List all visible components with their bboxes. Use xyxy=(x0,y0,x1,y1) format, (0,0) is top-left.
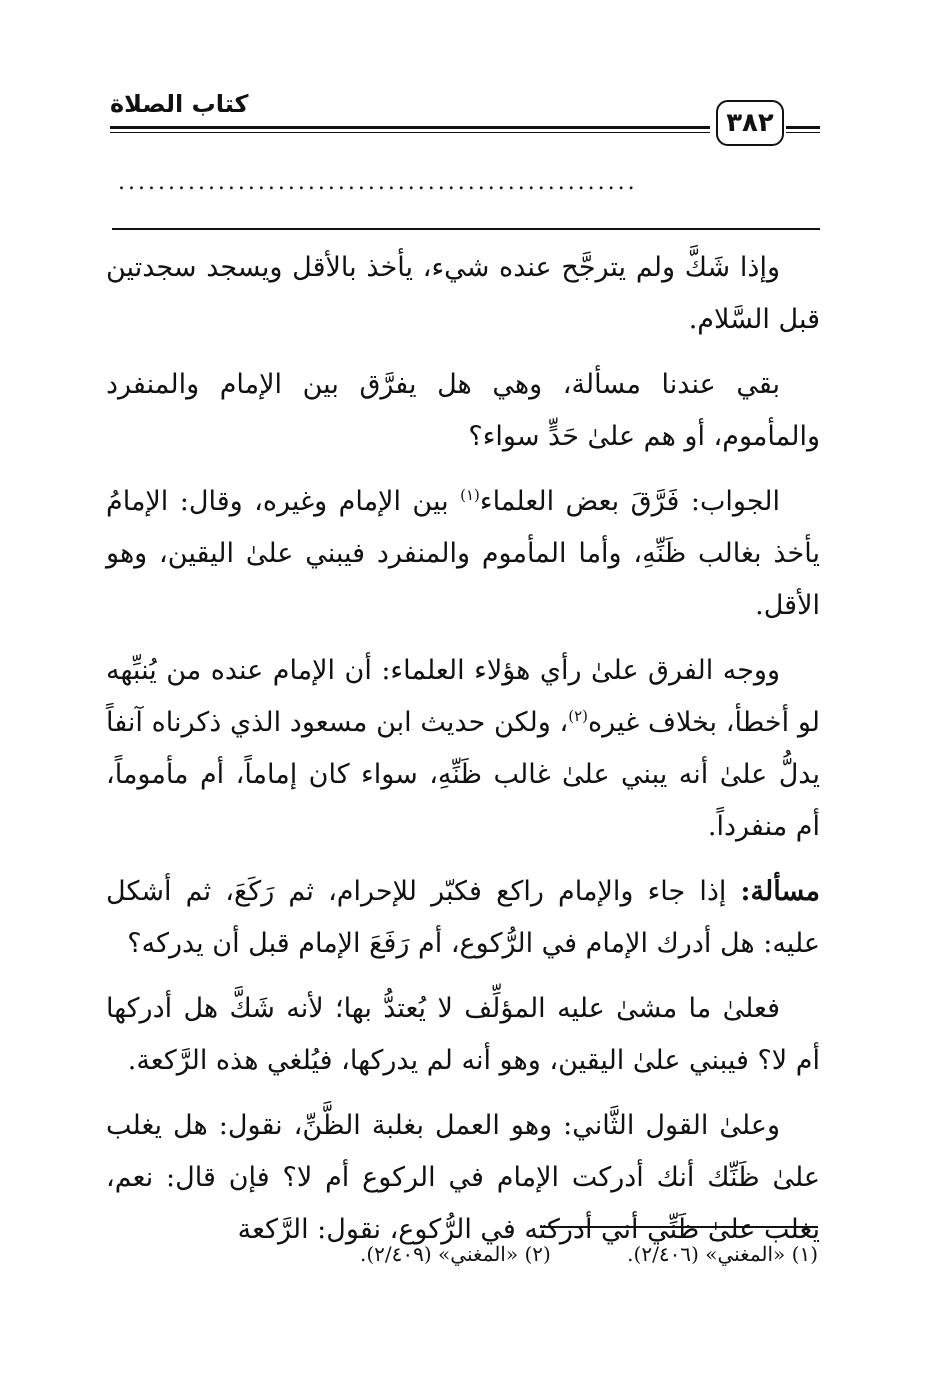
footnote xyxy=(627,1236,818,1272)
paragraph xyxy=(106,359,820,463)
header-rule-right-thin xyxy=(786,132,820,133)
main-text xyxy=(106,242,820,1269)
footnotes xyxy=(200,1236,818,1272)
ellipsis-dots: .................................................... xyxy=(118,170,638,195)
footnote-text: «المغني» (٢/٤٠٩). xyxy=(359,1242,519,1266)
footnote-ref: (٢) xyxy=(568,707,588,725)
header-rule-thin xyxy=(110,132,710,133)
footnote-text: «المغني» (٢/٤٠٦). xyxy=(627,1242,786,1266)
paragraph-text: وعلىٰ القول الثَّاني: وهو العمل بغلبة الظَّنِّ، نقول: هل يغلب علىٰ ظَنِّك أنك أدركت الإمام في الركوع أم لا؟ فإن قال: نعم، يغلب علىٰ ظَنِّي أني أدركته في الرُّكوع، نقول: الرَّكعة xyxy=(106,1110,820,1245)
paragraph xyxy=(106,645,820,853)
footnote-marker: (٢) xyxy=(524,1242,551,1266)
paragraph xyxy=(106,476,820,632)
footnote xyxy=(360,1236,551,1272)
paragraph-text: وإذا شَكَّ ولم يترجَّح عنده شيء، يأخذ بالأقل ويسجد سجدتين قبل السَّلام. xyxy=(106,252,820,335)
paragraph-text: فعلىٰ ما مشىٰ عليه المؤلِّف لا يُعتدُّ بها؛ لأنه شَكَّ هل أدركها أم لا؟ فيبني علىٰ اليقين، وهو أنه لم يدركها، فيُلغي هذه الرَّكعة. xyxy=(106,993,820,1076)
issue-term: مسألة: xyxy=(740,876,820,907)
section-rule xyxy=(112,228,820,230)
page-header xyxy=(110,88,820,148)
paragraph xyxy=(106,866,820,970)
footnote-marker: (١) xyxy=(791,1242,818,1266)
paragraph-text: ووجه الفرق علىٰ رأي هؤلاء العلماء: أن الإمام عنده من يُنبِّهه لو أخطأ، بخلاف غيره xyxy=(106,655,821,738)
footnote-rule xyxy=(540,1226,818,1228)
paragraph xyxy=(106,983,820,1087)
footnote-ref: (١) xyxy=(460,486,480,504)
paragraph-text: الجواب: فَرَّقَ بعض العلماء xyxy=(479,486,780,517)
header-rule xyxy=(110,126,710,129)
paragraph-text: ، ولكن حديث ابن مسعود الذي ذكرناه آنفاً يدلُّ علىٰ أنه يبني علىٰ غالب ظَنِّهِ، سواء كان إماماً، أم مأموماً، أم منفرداً. xyxy=(106,707,820,842)
paragraph-text: إذا جاء والإمام راكع فكبّر للإحرام، ثم رَكَعَ، ثم أشكل عليه: هل أدرك الإمام في الرُّكوع، أم رَفَعَ الإمام قبل أن يدركه؟ xyxy=(106,876,820,959)
page-number: ٣٨٢ xyxy=(716,100,784,146)
header-rule-right xyxy=(786,126,820,129)
paragraph xyxy=(106,1100,820,1256)
paragraph-text: بقي عندنا مسألة، وهي هل يفرَّق بين الإمام والمنفرد والمأموم، أو هم علىٰ حَدٍّ سواء؟ xyxy=(106,369,820,452)
running-title: كتاب الصلاة xyxy=(110,90,249,118)
paragraph-text: بين الإمام وغيره، وقال: الإمامُ يأخذ بغالب ظَنِّهِ، وأما المأموم والمنفرد فيبني علىٰ اليقين، وهو الأقل. xyxy=(106,486,820,621)
paragraph xyxy=(106,242,820,346)
